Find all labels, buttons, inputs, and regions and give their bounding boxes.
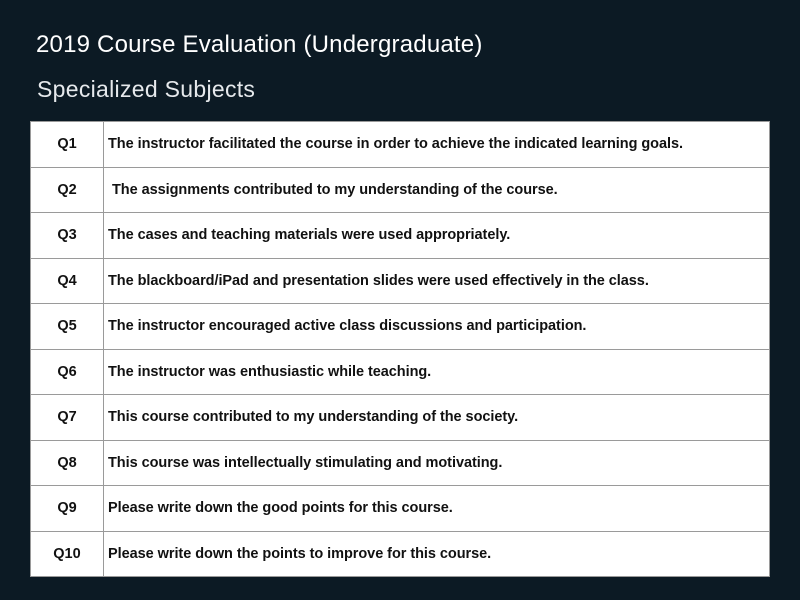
table-row	[31, 531, 770, 577]
question-text: The instructor was enthusiastic while teaching.	[104, 349, 770, 395]
question-number: Q6	[31, 349, 104, 395]
question-text: The blackboard/iPad and presentation slides were used effectively in the class.	[104, 258, 770, 304]
table-row	[31, 258, 770, 304]
table-row	[31, 349, 770, 395]
question-number: Q5	[31, 304, 104, 350]
question-number: Q10	[31, 531, 104, 577]
question-text: Please write down the points to improve for this course.	[104, 531, 770, 577]
table-row	[31, 122, 770, 168]
table-row	[31, 167, 770, 213]
question-number: Q1	[31, 122, 104, 168]
question-number: Q7	[31, 395, 104, 441]
question-number: Q3	[31, 213, 104, 259]
table-row	[31, 486, 770, 532]
question-number: Q2	[31, 167, 104, 213]
page-title: 2019 Course Evaluation (Undergraduate)	[36, 31, 483, 58]
question-text: Please write down the good points for this course.	[104, 486, 770, 532]
question-number: Q4	[31, 258, 104, 304]
table-row	[31, 395, 770, 441]
table-row	[31, 304, 770, 350]
question-text: The assignments contributed to my understanding of the course.	[104, 167, 770, 213]
table-row	[31, 440, 770, 486]
question-text: This course contributed to my understanding of the society.	[104, 395, 770, 441]
question-number: Q9	[31, 486, 104, 532]
question-text: The instructor encouraged active class discussions and participation.	[104, 304, 770, 350]
questions-table	[30, 121, 770, 577]
page-subtitle: Specialized Subjects	[37, 76, 256, 102]
table-row	[31, 213, 770, 259]
question-text: The cases and teaching materials were used appropriately.	[104, 213, 770, 259]
question-number: Q8	[31, 440, 104, 486]
question-text: This course was intellectually stimulating and motivating.	[104, 440, 770, 486]
question-text: The instructor facilitated the course in order to achieve the indicated learning goals.	[104, 122, 770, 168]
